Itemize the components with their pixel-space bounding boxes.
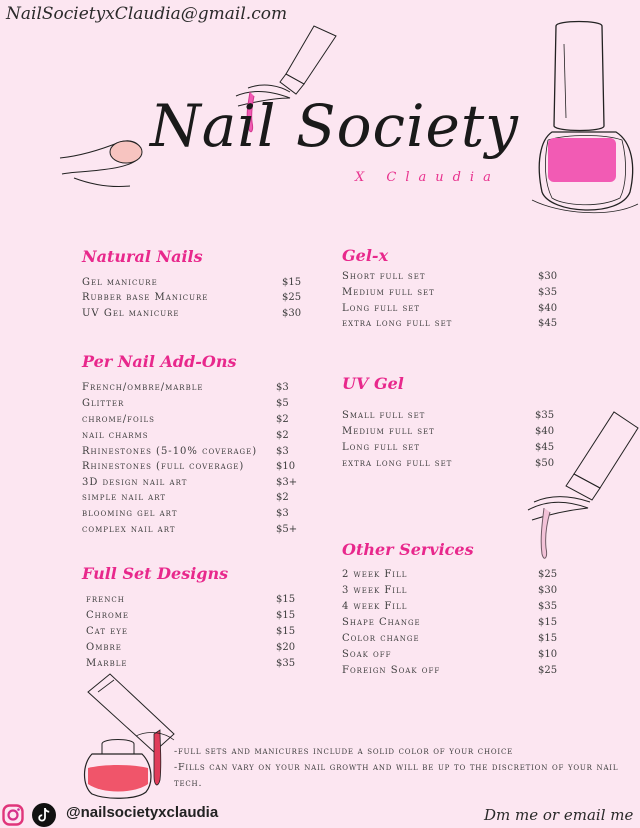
- service-price: $3: [276, 508, 289, 519]
- service-name: UV Gel manicure: [82, 308, 180, 319]
- section-title-natural-nails: Natural Nails: [82, 247, 203, 266]
- service-price: $40: [538, 303, 558, 314]
- service-name: extra long full set: [342, 458, 453, 469]
- instagram-icon[interactable]: [2, 804, 24, 826]
- contact-cta: Dm me or email me: [484, 806, 634, 824]
- service-name: french: [86, 594, 125, 605]
- service-price: $2: [276, 414, 289, 425]
- service-name: Cat eye: [86, 626, 129, 637]
- service-name: Gel manicure: [82, 277, 158, 288]
- note-line-2: -Fills can vary on your nail growth and will be up to the discretion of your nail tech.: [174, 762, 619, 789]
- section-title-full-set-designs: Full Set Designs: [82, 564, 229, 583]
- service-name: Medium full set: [342, 287, 435, 298]
- service-price: $35: [276, 658, 296, 669]
- service-name: simple nail art: [82, 492, 167, 503]
- polish-bottle-icon-top: [530, 14, 640, 224]
- tiktok-icon[interactable]: [32, 803, 56, 827]
- service-name: Rhinestones (full coverage): [82, 461, 245, 472]
- service-price: $15: [538, 617, 558, 628]
- service-price: $35: [538, 601, 558, 612]
- service-name: nail charms: [82, 430, 149, 441]
- service-price: $50: [535, 458, 555, 469]
- service-price: $10: [538, 649, 558, 660]
- service-price: $2: [276, 492, 289, 503]
- logo-subtitle: X Claudia: [355, 170, 500, 185]
- service-name: chrome/foils: [82, 414, 155, 425]
- service-name: extra long full set: [342, 318, 453, 329]
- service-price: $3+: [276, 477, 298, 488]
- service-name: Foreign Soak off: [342, 665, 441, 676]
- social-handle[interactable]: @nailsocietyxclaudia: [66, 804, 219, 821]
- service-price: $15: [538, 633, 558, 644]
- polish-bottle-icon-bottom: [74, 670, 184, 798]
- service-price: $25: [538, 569, 558, 580]
- service-name: Rhinestones (5-10% coverage): [82, 446, 258, 457]
- service-name: Chrome: [86, 610, 130, 621]
- service-name: Short full set: [342, 271, 426, 282]
- service-name: 3D design nail art: [82, 477, 188, 488]
- service-price: $20: [276, 642, 296, 653]
- service-name: blooming gel art: [82, 508, 178, 519]
- service-name: Color change: [342, 633, 420, 644]
- service-price: $30: [538, 585, 558, 596]
- service-name: Soak off: [342, 649, 392, 660]
- service-price: $15: [276, 594, 296, 605]
- service-price: $15: [282, 277, 302, 288]
- service-name: Long full set: [342, 442, 421, 453]
- service-price: $25: [538, 665, 558, 676]
- service-price: $30: [282, 308, 302, 319]
- service-name: 4 week Fill: [342, 601, 408, 612]
- service-name: 3 week Fill: [342, 585, 408, 596]
- service-name: 2 week Fill: [342, 569, 408, 580]
- logo-title: Nail Society: [150, 92, 519, 160]
- section-title-per-nail-add-ons: Per Nail Add-Ons: [82, 352, 237, 371]
- service-name: Glitter: [82, 398, 125, 409]
- service-price: $45: [538, 318, 558, 329]
- service-price: $5+: [276, 524, 298, 535]
- service-price: $30: [538, 271, 558, 282]
- service-name: French/ombre/marble: [82, 382, 204, 393]
- service-name: Ombre: [86, 642, 122, 653]
- service-name: Rubber base Manicure: [82, 292, 209, 303]
- service-price: $3: [276, 382, 289, 393]
- service-price: $15: [276, 626, 296, 637]
- service-price: $35: [535, 410, 555, 421]
- section-title-gel-x: Gel-x: [342, 246, 389, 265]
- service-price: $40: [535, 426, 555, 437]
- service-name: Small full set: [342, 410, 426, 421]
- note-line-1: -full sets and manicures include a solid color of your choice: [174, 746, 514, 757]
- section-title-other-services: Other Services: [342, 540, 474, 559]
- section-title-uv-gel: UV Gel: [342, 374, 404, 393]
- email-address[interactable]: NailSocietyxClaudia@gmail.com: [6, 4, 288, 24]
- service-name: complex nail art: [82, 524, 176, 535]
- service-price: $5: [276, 398, 289, 409]
- service-price: $45: [535, 442, 555, 453]
- service-name: Shape Change: [342, 617, 421, 628]
- service-price: $2: [276, 430, 289, 441]
- service-name: Medium full set: [342, 426, 435, 437]
- service-price: $25: [282, 292, 302, 303]
- nail-hand-illustration: [60, 128, 150, 198]
- service-price: $35: [538, 287, 558, 298]
- nail-brush-illustration-right: [528, 398, 640, 568]
- service-price: $3: [276, 446, 289, 457]
- service-name: Marble: [86, 658, 128, 669]
- service-price: $10: [276, 461, 296, 472]
- service-price: $15: [276, 610, 296, 621]
- service-name: Long full set: [342, 303, 421, 314]
